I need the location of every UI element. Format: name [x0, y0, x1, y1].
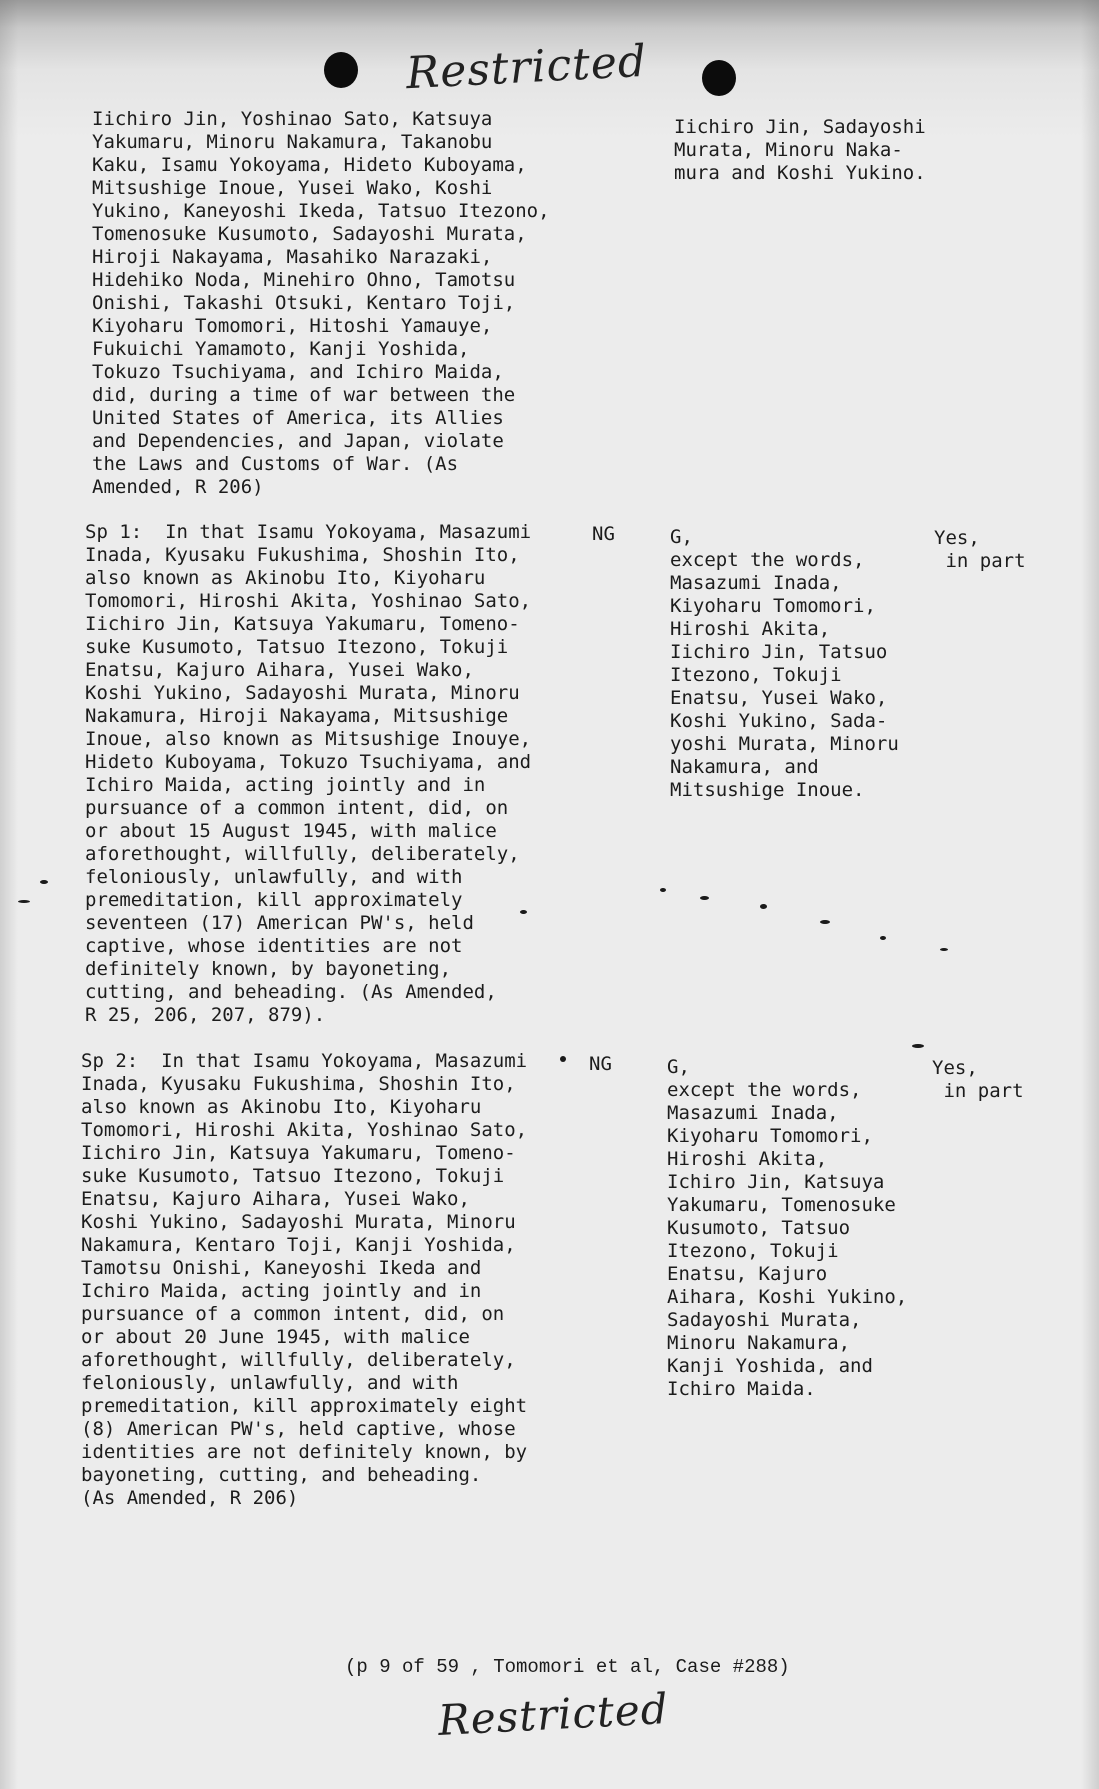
specification-2-plea: NG: [589, 1053, 612, 1075]
scan-speck: [520, 910, 527, 914]
charge-finding: Iichiro Jin, Sadayoshi Murata, Minoru Naka- mura and Koshi Yukino.: [674, 116, 926, 184]
scan-speck: [820, 920, 830, 924]
punch-hole-right: [702, 60, 736, 96]
scan-speck: [18, 900, 30, 903]
page-footer: (p 9 of 59 , Tomomori et al, Case #288): [345, 1656, 790, 1678]
right-edge-shadow: [1081, 0, 1099, 1789]
specification-1-finding: G, except the words, Masazumi Inada, Kiyoharu Tomomori, Hiroshi Akita, Iichiro Jin, Tatsuo Itezono, Tokuji Enatsu, Yusei Wako, Koshi Yukino, Sada- yoshi Murata, Minoru Nakamura, and Mitsushige Inoue.: [670, 526, 899, 801]
scan-speck: [760, 904, 767, 909]
charge-paragraph: Iichiro Jin, Yoshinao Sato, Katsuya Yakumaru, Minoru Nakamura, Takanobu Kaku, Isamu Yokoyama, Hideto Kuboyama, Mitsushige Inoue, Yusei Wako, Koshi Yukino, Kaneyoshi Ikeda, Tatsuo Itezono, Tomenosuke Kusumoto, Sadayoshi Murata, Hiroji Nakayama, Masahiko Narazaki, Hidehiko Noda, Minehiro Ohno, Tamotsu Onishi, Takashi Otsuki, Kentaro Toji, Kiyoharu Tomomori, Hitoshi Yamauye, Fukuichi Yamamoto, Kanji Yoshida, Tokuzo Tsuchiyama, and Ichiro Maida, did, during a time of war between the United States of America, its Allies and Dependencies, and Japan, violate the Laws and Customs of War. (As Amended, R 206): [92, 108, 550, 498]
punch-hole-left: [324, 52, 358, 88]
specification-2-text: Sp 2: In that Isamu Yokoyama, Masazumi Inada, Kyusaku Fukushima, Shoshin Ito, also known as Akinobu Ito, Kiyoharu Tomomori, Hiroshi Akita, Yoshinao Sato, Iichiro Jin, Katsuya Yakumaru, Tomeno- suke Kusumoto, Tatsuo Itezono, Tokuji Enatsu, Kajuro Aihara, Yusei Wako, Koshi Yukino, Sadayoshi Murata, Minoru Nakamura, Kentaro Toji, Kanji Yoshida, Tamotsu Onishi, Kaneyoshi Ikeda and Ichiro Maida, acting jointly and in pursuance of a common intent, did, on or about 20 June 1945, with malice aforethought, willfully, deliberately, feloniously, unlawfully, and with premeditation, kill approximately eight (8) American PW's, held captive, whose identities are not definitely known, by bayoneting, cutting, and beheading. (As Amended, R 206): [81, 1050, 528, 1509]
specification-2-finding: G, except the words, Masazumi Inada, Kiyoharu Tomomori, Hiroshi Akita, Ichiro Jin, Katsuya Yakumaru, Tomenosuke Kusumoto, Tatsuo Itezono, Tokuji Enatsu, Kajuro Aihara, Koshi Yukino, Sadayoshi Murata, Minoru Nakamura, Kanji Yoshida, and Ichiro Maida.: [667, 1056, 908, 1400]
specification-2-approval: Yes, in part: [932, 1057, 1024, 1102]
scan-speck: [560, 1056, 566, 1062]
scan-speck: [940, 948, 948, 951]
left-edge-shadow: [0, 0, 18, 1789]
specification-1-text: Sp 1: In that Isamu Yokoyama, Masazumi Inada, Kyusaku Fukushima, Shoshin Ito, also known as Akinobu Ito, Kiyoharu Tomomori, Hiroshi Akita, Yoshinao Sato, Iichiro Jin, Katsuya Yakumaru, Tomeno- suke Kusumoto, Tatsuo Itezono, Tokuji Enatsu, Kajuro Aihara, Yusei Wako, Koshi Yukino, Sadayoshi Murata, Minoru Nakamura, Hiroji Nakayama, Mitsushige Inoue, also known as Mitsushige Inouye, Hideto Kuboyama, Tokuzo Tsuchiyama, and Ichiro Maida, acting jointly and in pursuance of a common intent, did, on or about 15 August 1945, with malice aforethought, willfully, deliberately, feloniously, unlawfully, and with premeditation, kill approximately seventeen (17) American PW's, held captive, whose identities are not definitely known, by bayoneting, cutting, and beheading. (As Amended, R 25, 206, 207, 879).: [85, 521, 532, 1026]
restricted-stamp-bottom: Restricted: [436, 1684, 670, 1745]
scan-speck: [880, 936, 886, 940]
scan-speck: [700, 896, 709, 900]
specification-1-plea: NG: [592, 523, 615, 545]
scan-speck: [660, 888, 666, 892]
specification-1-approval: Yes, in part: [934, 527, 1026, 572]
restricted-stamp-top: Restricted: [404, 35, 649, 100]
scan-speck: [912, 1044, 924, 1048]
scan-speck: [40, 880, 48, 884]
